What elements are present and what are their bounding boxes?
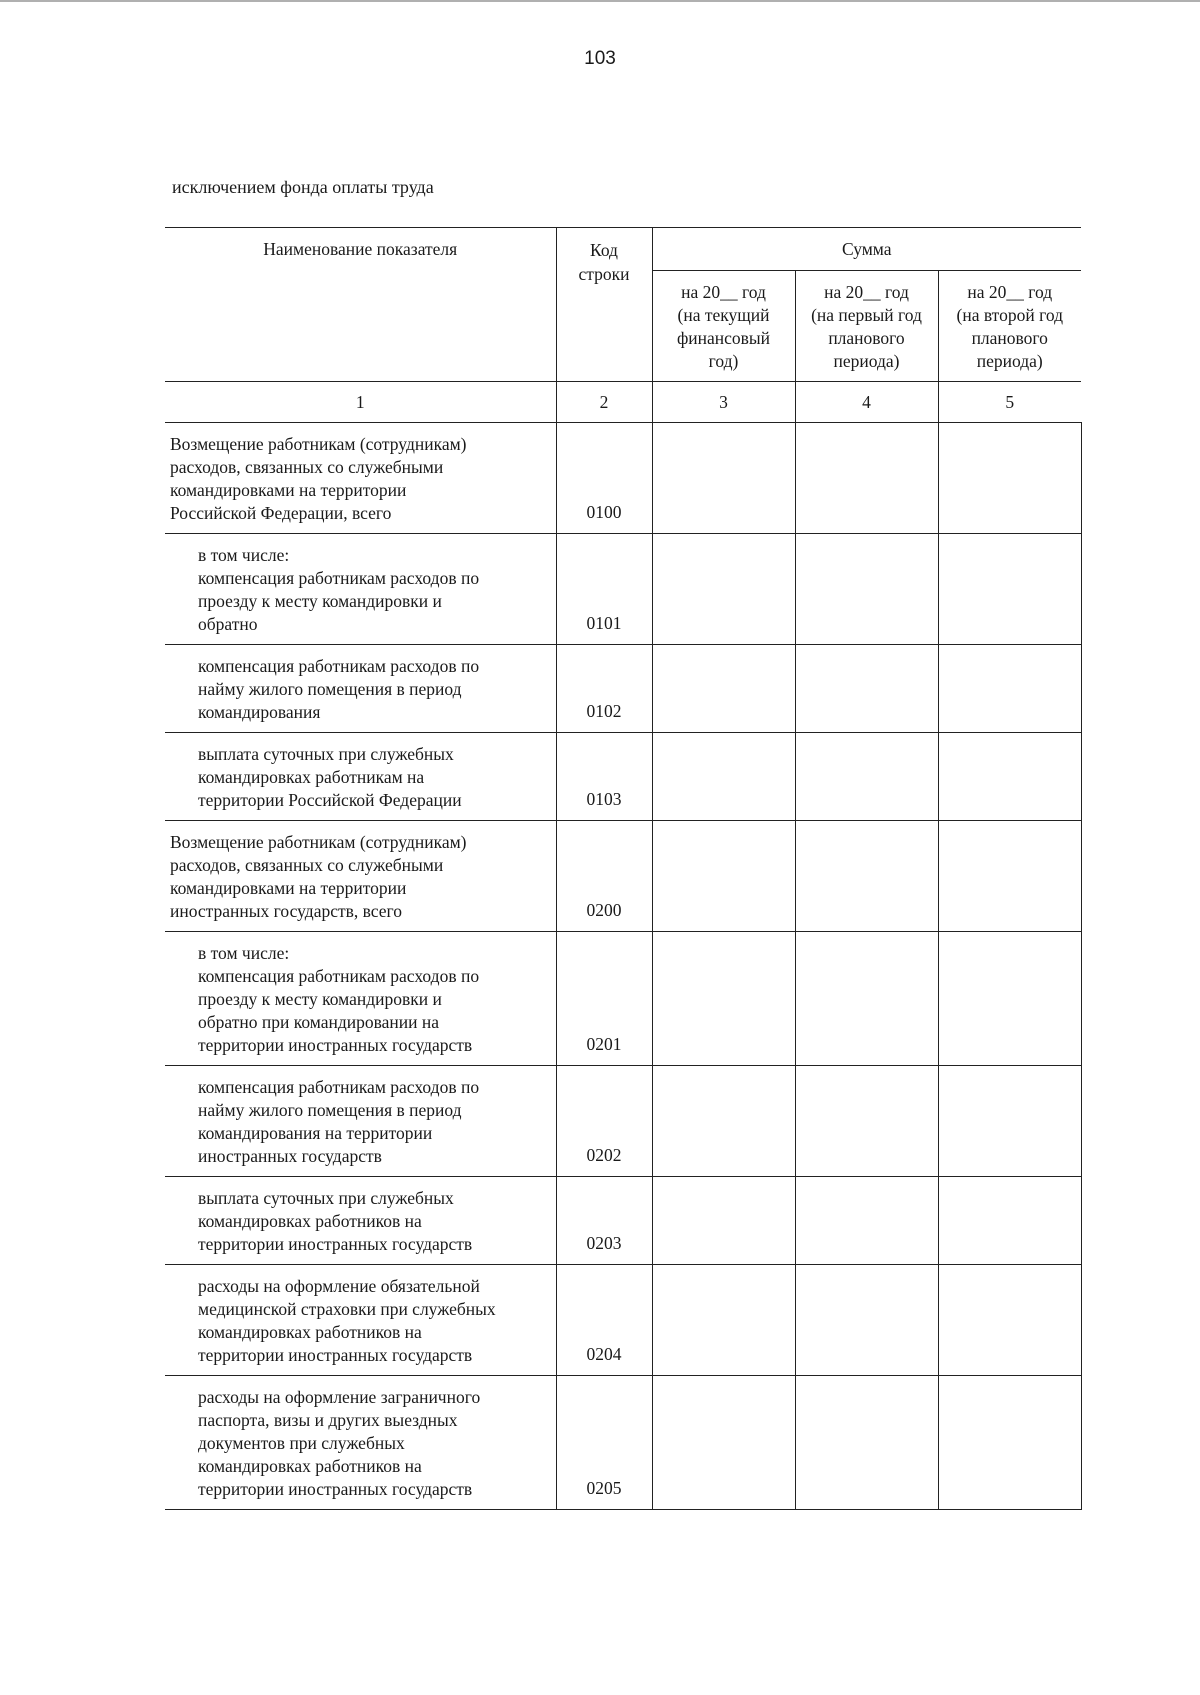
row-code: 0100 [556,423,652,534]
indicator-name-line: командировках работникам на [198,767,425,787]
indicator-name-line: выплата суточных при служебных [198,744,454,764]
indicator-name [165,1066,556,1177]
sum-current-year-cell[interactable] [652,932,795,1066]
indicator-name-line: Возмещение работникам (сотрудникам) [170,832,467,852]
indicator-name [165,1177,556,1265]
indicator-name-line: командирования [198,702,321,722]
header-code-line: Код [590,240,618,260]
indicator-name [165,423,556,534]
indicator-name-line: медицинской страховки при служебных [198,1299,496,1319]
header-year-line: периода) [976,351,1043,371]
sum-first-plan-year-cell[interactable] [795,1376,938,1510]
table-row [165,1177,1081,1265]
indicator-name-line: обратно при командировании на [198,1012,440,1032]
sum-first-plan-year-cell[interactable] [795,733,938,821]
row-code: 0200 [556,821,652,932]
column-number: 3 [652,382,795,423]
indicator-name-line: территории иностранных государств [198,1479,473,1499]
sum-second-plan-year-cell[interactable] [938,932,1081,1066]
table-row [165,1066,1081,1177]
header-year-line: периода) [833,351,900,371]
indicator-name [165,1265,556,1376]
sum-second-plan-year-cell[interactable] [938,1376,1081,1510]
header-year-line: на 20__ год [681,282,766,302]
indicator-name-line: компенсация работникам расходов по [198,656,480,676]
sum-second-plan-year-cell[interactable] [938,1177,1081,1265]
indicator-name-line: в том числе: [198,943,290,963]
header-row-top [165,228,1081,271]
sum-second-plan-year-cell[interactable] [938,534,1081,645]
table-row [165,733,1081,821]
indicator-name-line: расходов, связанных со служебными [170,855,444,875]
indicator-name-line: командирования на территории [198,1123,433,1143]
row-code: 0103 [556,733,652,821]
indicator-name-line: командировках работников на [198,1456,422,1476]
column-number: 1 [165,382,556,423]
sum-first-plan-year-cell[interactable] [795,534,938,645]
header-year-line: финансовый [676,328,771,348]
row-code: 0102 [556,645,652,733]
header-year-line: на 20__ год [967,282,1053,302]
row-code: 0202 [556,1066,652,1177]
indicator-name-line: расходы на оформление обязательной [198,1276,480,1296]
table-row [165,1265,1081,1376]
table-row [165,645,1081,733]
sum-first-plan-year-cell[interactable] [795,645,938,733]
header-code-line: строки [578,264,630,284]
form-body [165,423,1081,1510]
page-number: 103 [584,48,616,69]
row-code: 0101 [556,534,652,645]
indicator-name-line: расходов, связанных со служебными [170,457,444,477]
header-year-line: (на второй год [956,305,1063,325]
header-year-line: год) [708,351,739,371]
indicator-name [165,733,556,821]
indicator-name-line: командировками на территории [170,878,407,898]
sum-second-plan-year-cell[interactable] [938,423,1081,534]
indicator-name-line: Возмещение работникам (сотрудникам) [170,434,467,454]
table-row [165,534,1081,645]
table-row [165,423,1081,534]
indicator-name-line: обратно [198,614,258,634]
indicator-name-line: территории Российской Федерации [198,790,462,810]
indicator-name-line: командировках работников на [198,1322,422,1342]
indicator-name-line: командировками на территории [170,480,407,500]
indicator-name-line: выплата суточных при служебных [198,1188,454,1208]
header-year-second-plan [938,271,1081,382]
column-number: 4 [795,382,938,423]
sum-first-plan-year-cell[interactable] [795,1265,938,1376]
indicator-name [165,1376,556,1510]
indicator-name [165,534,556,645]
row-code: 0203 [556,1177,652,1265]
column-number: 2 [556,382,652,423]
table-row [165,821,1081,932]
sum-first-plan-year-cell[interactable] [795,423,938,534]
indicator-name-line: паспорта, визы и других выездных [198,1410,458,1430]
column-number-row [165,382,1081,423]
column-number: 5 [938,382,1081,423]
sum-second-plan-year-cell[interactable] [938,821,1081,932]
row-code: 0201 [556,932,652,1066]
indicator-name-line: территории иностранных государств [198,1035,473,1055]
header-year-line: планового [971,328,1048,348]
page-top-edge [0,0,1200,2]
sum-current-year-cell[interactable] [652,1177,795,1265]
sum-current-year-cell[interactable] [652,1376,795,1510]
indicator-name-line: документов при служебных [198,1433,405,1453]
sum-current-year-cell[interactable] [652,821,795,932]
sum-first-plan-year-cell[interactable] [795,1066,938,1177]
row-code: 0204 [556,1265,652,1376]
table-row [165,1376,1081,1510]
sum-first-plan-year-cell[interactable] [795,821,938,932]
sum-second-plan-year-cell[interactable] [938,1265,1081,1376]
indicator-name [165,645,556,733]
indicator-name-line: компенсация работникам расходов по [198,1077,480,1097]
sum-current-year-cell[interactable] [652,733,795,821]
indicator-name-line: проезду к месту командировки и [198,591,442,611]
sum-current-year-cell[interactable] [652,423,795,534]
sum-first-plan-year-cell[interactable] [795,1177,938,1265]
indicator-name-line: территории иностранных государств [198,1345,473,1365]
sum-second-plan-year-cell[interactable] [938,645,1081,733]
header-year-line: (на первый год [811,305,922,325]
header-year-current [652,271,795,382]
header-sum: Сумма [652,228,1081,271]
expense-form-table [165,227,1082,1510]
sum-first-plan-year-cell[interactable] [795,932,938,1066]
indicator-name-line: компенсация работникам расходов по [198,568,480,588]
indicator-name [165,932,556,1066]
continuation-text: исключением фонда оплаты труда [172,177,434,197]
sum-current-year-cell[interactable] [652,1265,795,1376]
header-year-line: на 20__ год [824,282,909,302]
header-code [556,228,652,382]
indicator-name-line: территории иностранных государств [198,1234,473,1254]
sum-current-year-cell[interactable] [652,1066,795,1177]
header-year-line: планового [828,328,905,348]
indicator-name-line: иностранных государств [198,1146,382,1166]
header-year-first-plan [795,271,938,382]
indicator-name-line: командировках работников на [198,1211,422,1231]
indicator-name-line: иностранных государств, всего [170,901,403,921]
indicator-name-line: компенсация работникам расходов по [198,966,480,986]
indicator-name-line: проезду к месту командировки и [198,989,442,1009]
indicator-name-line: расходы на оформление заграничного [198,1387,481,1407]
indicator-name-line: в том числе: [198,545,290,565]
indicator-name-line: Российской Федерации, всего [170,503,392,523]
header-name: Наименование показателя [165,228,556,382]
sum-second-plan-year-cell[interactable] [938,1066,1081,1177]
indicator-name [165,821,556,932]
sum-current-year-cell[interactable] [652,645,795,733]
table-row [165,932,1081,1066]
header-year-line: (на текущий [677,305,770,325]
indicator-name-line: найму жилого помещения в период [198,1100,462,1120]
row-code: 0205 [556,1376,652,1510]
sum-current-year-cell[interactable] [652,534,795,645]
indicator-name-line: найму жилого помещения в период [198,679,462,699]
sum-second-plan-year-cell[interactable] [938,733,1081,821]
